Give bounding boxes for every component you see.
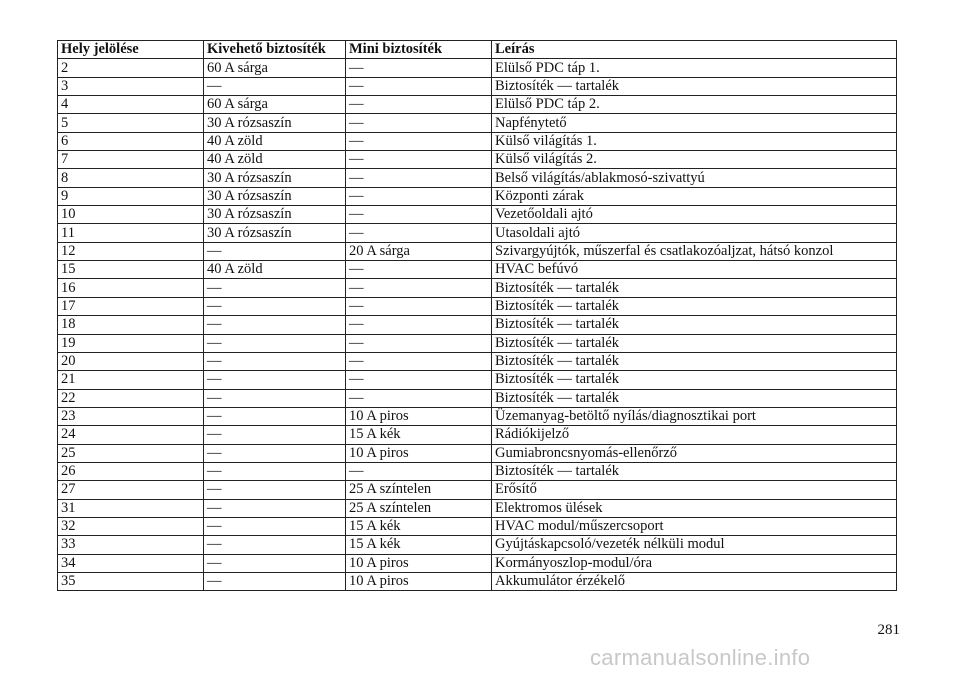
cell-description: Szivargyújtók, műszerfal és csatlakozóaljzat, hátsó konzol (492, 242, 897, 260)
cell-mini-fuse: 15 A kék (346, 426, 492, 444)
cell-description: Biztosíték — tartalék (492, 316, 897, 334)
cell-description: Biztosíték — tartalék (492, 334, 897, 352)
cell-mini-fuse: — (346, 371, 492, 389)
cell-cartridge-fuse: — (204, 389, 346, 407)
cell-location: 33 (58, 536, 204, 554)
cell-mini-fuse: 20 A sárga (346, 242, 492, 260)
page-number: 281 (877, 622, 900, 638)
cell-location: 7 (58, 151, 204, 169)
cell-mini-fuse: 15 A kék (346, 517, 492, 535)
cell-description: Napfénytető (492, 114, 897, 132)
cell-cartridge-fuse: — (204, 352, 346, 370)
table-row (58, 187, 897, 205)
cell-mini-fuse: 10 A piros (346, 554, 492, 572)
cell-mini-fuse: 25 A színtelen (346, 499, 492, 517)
table-row (58, 499, 897, 517)
cell-description: Üzemanyag-betöltő nyílás/diagnosztikai port (492, 407, 897, 425)
cell-description: Biztosíték — tartalék (492, 297, 897, 315)
cell-location: 25 (58, 444, 204, 462)
table-row (58, 554, 897, 572)
cell-location: 34 (58, 554, 204, 572)
table-row (58, 261, 897, 279)
cell-location: 21 (58, 371, 204, 389)
cell-mini-fuse: — (346, 297, 492, 315)
cell-location: 24 (58, 426, 204, 444)
cell-description: Biztosíték — tartalék (492, 352, 897, 370)
cell-mini-fuse: — (346, 352, 492, 370)
watermark: carmanualsonline.info (590, 645, 811, 670)
cell-description: Elülső PDC táp 1. (492, 59, 897, 77)
cell-cartridge-fuse: — (204, 77, 346, 95)
cell-location: 17 (58, 297, 204, 315)
cell-location: 26 (58, 462, 204, 480)
header-cartridge-fuse: Kivehető biztosíték (204, 41, 346, 59)
cell-mini-fuse: 10 A piros (346, 407, 492, 425)
table-row (58, 96, 897, 114)
cell-cartridge-fuse: — (204, 572, 346, 590)
table-row (58, 132, 897, 150)
cell-cartridge-fuse: — (204, 407, 346, 425)
cell-description: Belső világítás/ablakmosó-szivattyú (492, 169, 897, 187)
cell-mini-fuse: — (346, 224, 492, 242)
fuse-table (57, 40, 897, 591)
table-row (58, 352, 897, 370)
cell-location: 4 (58, 96, 204, 114)
table-row (58, 242, 897, 260)
cell-location: 15 (58, 261, 204, 279)
table-row (58, 426, 897, 444)
table-row (58, 481, 897, 499)
cell-location: 23 (58, 407, 204, 425)
cell-location: 32 (58, 517, 204, 535)
table-row (58, 536, 897, 554)
cell-mini-fuse: — (346, 316, 492, 334)
cell-cartridge-fuse: — (204, 536, 346, 554)
table-row (58, 224, 897, 242)
table-row (58, 407, 897, 425)
table-row (58, 151, 897, 169)
cell-mini-fuse: — (346, 389, 492, 407)
cell-cartridge-fuse: — (204, 554, 346, 572)
cell-description: Külső világítás 2. (492, 151, 897, 169)
table-row (58, 371, 897, 389)
table-row (58, 114, 897, 132)
table-row (58, 279, 897, 297)
cell-cartridge-fuse: 30 A rózsaszín (204, 187, 346, 205)
table-row (58, 444, 897, 462)
cell-cartridge-fuse: 60 A sárga (204, 59, 346, 77)
cell-mini-fuse: — (346, 151, 492, 169)
table-row (58, 462, 897, 480)
table-row (58, 297, 897, 315)
header-description: Leírás (492, 41, 897, 59)
cell-description: Központi zárak (492, 187, 897, 205)
cell-location: 10 (58, 206, 204, 224)
cell-location: 9 (58, 187, 204, 205)
cell-mini-fuse: — (346, 462, 492, 480)
cell-mini-fuse: — (346, 77, 492, 95)
cell-description: HVAC modul/műszercsoport (492, 517, 897, 535)
cell-description: Vezetőoldali ajtó (492, 206, 897, 224)
cell-cartridge-fuse: — (204, 481, 346, 499)
header-location: Hely jelölése (58, 41, 204, 59)
table-row (58, 206, 897, 224)
cell-cartridge-fuse: — (204, 297, 346, 315)
cell-description: Gumiabroncsnyomás-ellenőrző (492, 444, 897, 462)
cell-mini-fuse: 10 A piros (346, 572, 492, 590)
fuse-table-body (58, 59, 897, 591)
cell-cartridge-fuse: — (204, 334, 346, 352)
cell-location: 31 (58, 499, 204, 517)
cell-description: Biztosíték — tartalék (492, 77, 897, 95)
table-row (58, 334, 897, 352)
cell-location: 11 (58, 224, 204, 242)
cell-cartridge-fuse: — (204, 316, 346, 334)
cell-mini-fuse: — (346, 261, 492, 279)
table-row (58, 77, 897, 95)
cell-cartridge-fuse: 30 A rózsaszín (204, 169, 346, 187)
cell-location: 27 (58, 481, 204, 499)
cell-mini-fuse: — (346, 279, 492, 297)
cell-description: Biztosíték — tartalék (492, 279, 897, 297)
cell-description: Akkumulátor érzékelő (492, 572, 897, 590)
cell-mini-fuse: — (346, 96, 492, 114)
cell-description: Biztosíték — tartalék (492, 371, 897, 389)
cell-description: Erősítő (492, 481, 897, 499)
cell-cartridge-fuse: — (204, 462, 346, 480)
cell-description: Biztosíték — tartalék (492, 389, 897, 407)
cell-description: Rádiókijelző (492, 426, 897, 444)
cell-location: 16 (58, 279, 204, 297)
cell-cartridge-fuse: — (204, 371, 346, 389)
cell-mini-fuse: — (346, 132, 492, 150)
cell-description: Külső világítás 1. (492, 132, 897, 150)
table-row (58, 59, 897, 77)
cell-location: 19 (58, 334, 204, 352)
cell-description: Gyújtáskapcsoló/vezeték nélküli modul (492, 536, 897, 554)
cell-location: 35 (58, 572, 204, 590)
cell-mini-fuse: — (346, 206, 492, 224)
cell-cartridge-fuse: 30 A rózsaszín (204, 224, 346, 242)
cell-cartridge-fuse: 40 A zöld (204, 132, 346, 150)
cell-description: Kormányoszlop-modul/óra (492, 554, 897, 572)
cell-cartridge-fuse: 60 A sárga (204, 96, 346, 114)
table-row (58, 316, 897, 334)
cell-location: 5 (58, 114, 204, 132)
cell-cartridge-fuse: — (204, 242, 346, 260)
cell-location: 2 (58, 59, 204, 77)
table-header-row (58, 41, 897, 59)
cell-mini-fuse: — (346, 114, 492, 132)
cell-location: 12 (58, 242, 204, 260)
cell-mini-fuse: — (346, 187, 492, 205)
cell-mini-fuse: — (346, 169, 492, 187)
cell-cartridge-fuse: — (204, 499, 346, 517)
cell-cartridge-fuse: — (204, 279, 346, 297)
cell-mini-fuse: 15 A kék (346, 536, 492, 554)
header-mini-fuse: Mini biztosíték (346, 41, 492, 59)
cell-cartridge-fuse: 30 A rózsaszín (204, 114, 346, 132)
cell-description: Biztosíték — tartalék (492, 462, 897, 480)
cell-description: Elektromos ülések (492, 499, 897, 517)
cell-cartridge-fuse: — (204, 517, 346, 535)
cell-cartridge-fuse: — (204, 444, 346, 462)
cell-location: 6 (58, 132, 204, 150)
cell-cartridge-fuse: — (204, 426, 346, 444)
cell-cartridge-fuse: 30 A rózsaszín (204, 206, 346, 224)
cell-location: 3 (58, 77, 204, 95)
table-row (58, 572, 897, 590)
cell-mini-fuse: 10 A piros (346, 444, 492, 462)
cell-cartridge-fuse: 40 A zöld (204, 151, 346, 169)
cell-description: Utasoldali ajtó (492, 224, 897, 242)
table-row (58, 517, 897, 535)
cell-location: 8 (58, 169, 204, 187)
cell-location: 20 (58, 352, 204, 370)
cell-mini-fuse: — (346, 334, 492, 352)
cell-mini-fuse: 25 A színtelen (346, 481, 492, 499)
cell-mini-fuse: — (346, 59, 492, 77)
table-row (58, 169, 897, 187)
cell-cartridge-fuse: 40 A zöld (204, 261, 346, 279)
table-row (58, 389, 897, 407)
cell-location: 22 (58, 389, 204, 407)
cell-location: 18 (58, 316, 204, 334)
cell-description: Elülső PDC táp 2. (492, 96, 897, 114)
cell-description: HVAC befúvó (492, 261, 897, 279)
